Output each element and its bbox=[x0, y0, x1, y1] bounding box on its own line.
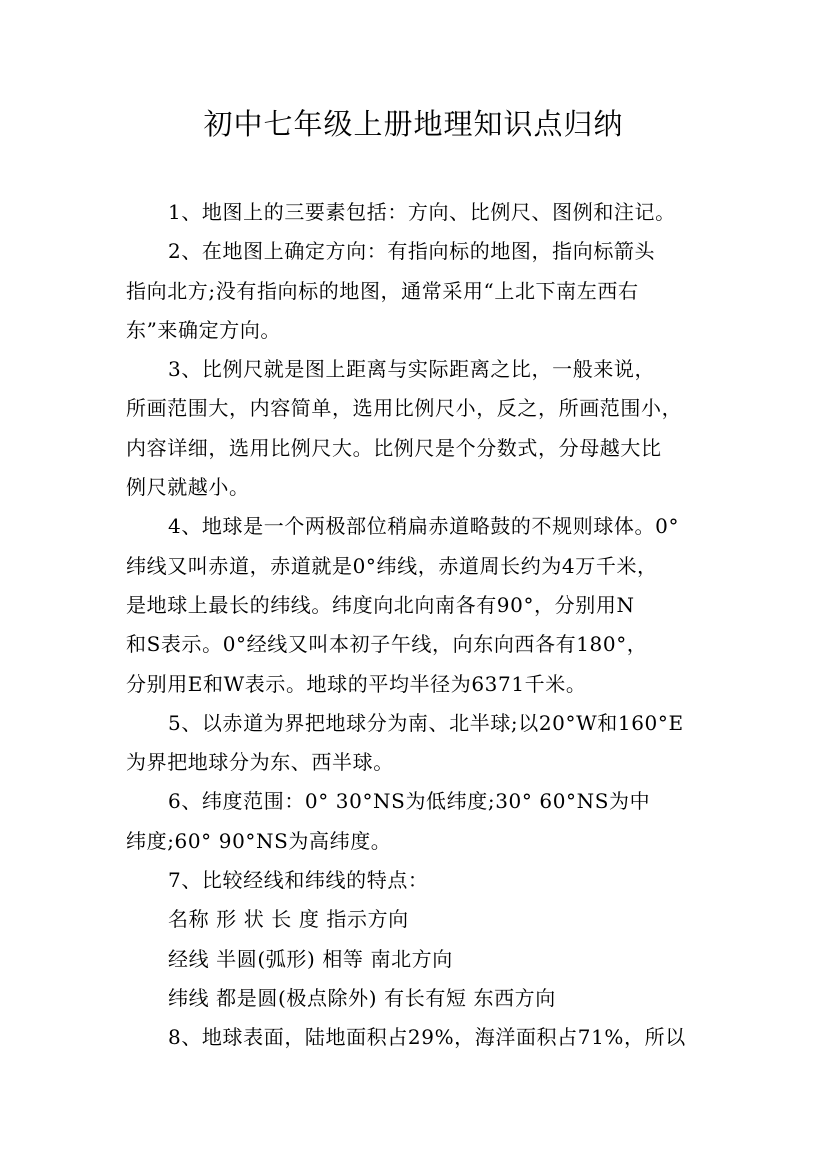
text-line: 5、以赤道为界把地球分为南、北半球;以20°W和160°E bbox=[168, 710, 684, 735]
text-line: 6、纬度范围：0° 30°NS为低纬度;30° 60°NS为中 bbox=[168, 789, 651, 814]
text-line: 名称 形 状 长 度 指示方向 bbox=[168, 907, 409, 932]
text-line: 所画范围大，内容简单，选用比例尺小，反之，所画范围小， bbox=[126, 396, 683, 421]
text-line: 纬线又叫赤道，赤道就是0°纬线，赤道周长约为4万千米， bbox=[126, 553, 658, 578]
text-line: 经线 半圆(弧形) 相等 南北方向 bbox=[168, 946, 453, 971]
text-line: 内容详细，选用比例尺大。比例尺是个分数式，分母越大比 bbox=[126, 435, 662, 460]
text-line: 2、在地图上确定方向：有指向标的地图，指向标箭头 bbox=[168, 239, 656, 264]
text-line: 是地球上最长的纬线。纬度向北向南各有90°，分别用N bbox=[126, 592, 635, 617]
text-line: 4、地球是一个两极部位稍扁赤道略鼓的不规则球体。0° bbox=[168, 514, 680, 539]
document-title: 初中七年级上册地理知识点归纳 bbox=[203, 107, 624, 141]
text-line: 纬线 都是圆(极点除外) 有长有短 东西方向 bbox=[168, 985, 556, 1010]
text-line: 指向北方;没有指向标的地图，通常采用“上北下南左西右 bbox=[126, 278, 639, 303]
text-line: 为界把地球分为东、西半球。 bbox=[126, 750, 394, 775]
text-line: 3、比例尺就是图上距离与实际距离之比，一般来说， bbox=[168, 357, 656, 382]
text-line: 例尺就越小。 bbox=[126, 475, 250, 500]
text-line: 7、比较经线和纬线的特点： bbox=[168, 868, 429, 893]
text-line: 和S表示。0°经线又叫本初子午线，向东向西各有180°， bbox=[126, 632, 648, 657]
document-body bbox=[126, 193, 736, 1058]
text-line: 8、地球表面，陆地面积占29%，海洋面积占71%，所以 bbox=[168, 1025, 686, 1050]
text-line: 1、地图上的三要素包括：方向、比例尺、图例和注记。 bbox=[168, 200, 676, 224]
text-line: 纬度;60° 90°NS为高纬度。 bbox=[126, 828, 392, 853]
text-line: 东”来确定方向。 bbox=[126, 317, 282, 342]
text-line: 分别用E和W表示。地球的平均半径为6371千米。 bbox=[126, 671, 587, 696]
